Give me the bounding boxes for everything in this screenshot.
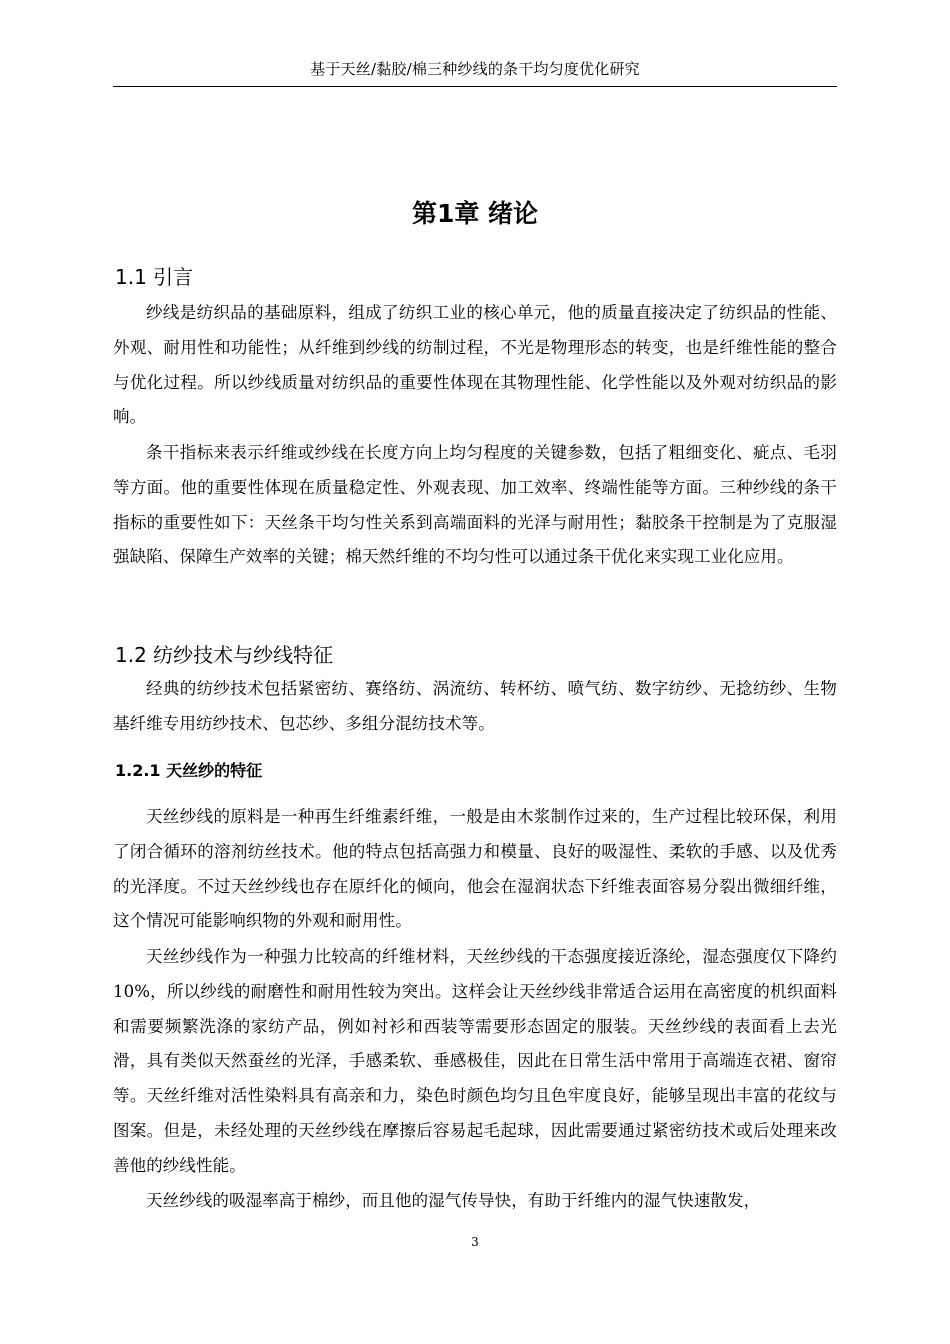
paragraph-intro-1: 纱线是纺织品的基础原料，组成了纺织工业的核心单元，他的质量直接决定了纺织品的性能、外观、耐用性和功能性；从纤维到纱线的纺制过程，不光是物理形态的转变，也是纤维性能的整合与优化过程。所以纱线质量对纺织品的重要性体现在其物理性能、化学性能以及外观对纺织品的影响。: [113, 303, 837, 427]
section-heading-intro: 1.1 引言: [115, 265, 194, 289]
paragraph-spinning-1: 经典的纺纱技术包括紧密纺、赛络纺、涡流纺、转杯纺、喷气纺、数字纺纱、无捻纺纱、生物基纤维专用纺纱技术、包芯纱、多组分混纺技术等。: [113, 679, 837, 733]
paragraph-tencel-3: 天丝纱线的吸湿率高于棉纱，而且他的湿气传导快，有助于纤维内的湿气快速散发，: [146, 1191, 761, 1210]
chapter-title: 第1章 绪论: [411, 199, 539, 228]
paragraph-tencel-2: 天丝纱线作为一种强力比较高的纤维材料，天丝纱线的干态强度接近涤纶，湿态强度仅下降约 10%，所以纱线的耐磨性和耐用性较为突出。这样会让天丝纱线非常适合运用在高密度的机织面料和需要频繁洗涤的家纺产品，例如衬衫和西装等需要形态固定的服装。天丝纱线的表面看上去光滑，具有类似天然蚕丝的光泽，手感柔软、垂感极佳，因此在日常生活中常用于高端连衣裙、窗帘等。天丝纤维对活性染料具有高亲和力，染色时颜色均匀且色牢度良好，能够呈现出丰富的花纹与图案。但是，未经处理的天丝纱线在摩擦后容易起毛起球，因此需要通过紧密纺技术或后处理来改善他的纱线性能。: [113, 947, 837, 1175]
subsection-heading-tencel: 1.2.1 天丝纱的特征: [115, 761, 263, 780]
paragraph-intro-2: 条干指标来表示纤维或纱线在长度方向上均匀程度的关键参数，包括了粗细变化、疵点、毛羽等方面。他的重要性体现在质量稳定性、外观表现、加工效率、终端性能等方面。三种纱线的条干指标的重要性如下：天丝条干均匀性关系到高端面料的光泽与耐用性；黏胶条干控制是为了克服湿强缺陷、保障生产效率的关键；棉天然纤维的不均匀性可以通过条干优化来实现工业化应用。: [113, 443, 837, 567]
running-header: 基于天丝/黏胶/棉三种纱线的条干均匀度优化研究: [310, 60, 640, 78]
header-rule: [113, 86, 837, 87]
section-heading-spinning: 1.2 纺纱技术与纱线特征: [115, 643, 334, 667]
page-number: 3: [471, 1235, 479, 1249]
paragraph-tencel-1: 天丝纱线的原料是一种再生纤维素纤维，一般是由木浆制作过来的，生产过程比较环保，利用了闭合循环的溶剂纺丝技术。他的特点包括高强力和模量、良好的吸湿性、柔软的手感、以及优秀的光泽度。不过天丝纱线也存在原纤化的倾向，他会在湿润状态下纤维表面容易分裂出微细纤维，这个情况可能影响织物的外观和耐用性。: [113, 807, 837, 931]
